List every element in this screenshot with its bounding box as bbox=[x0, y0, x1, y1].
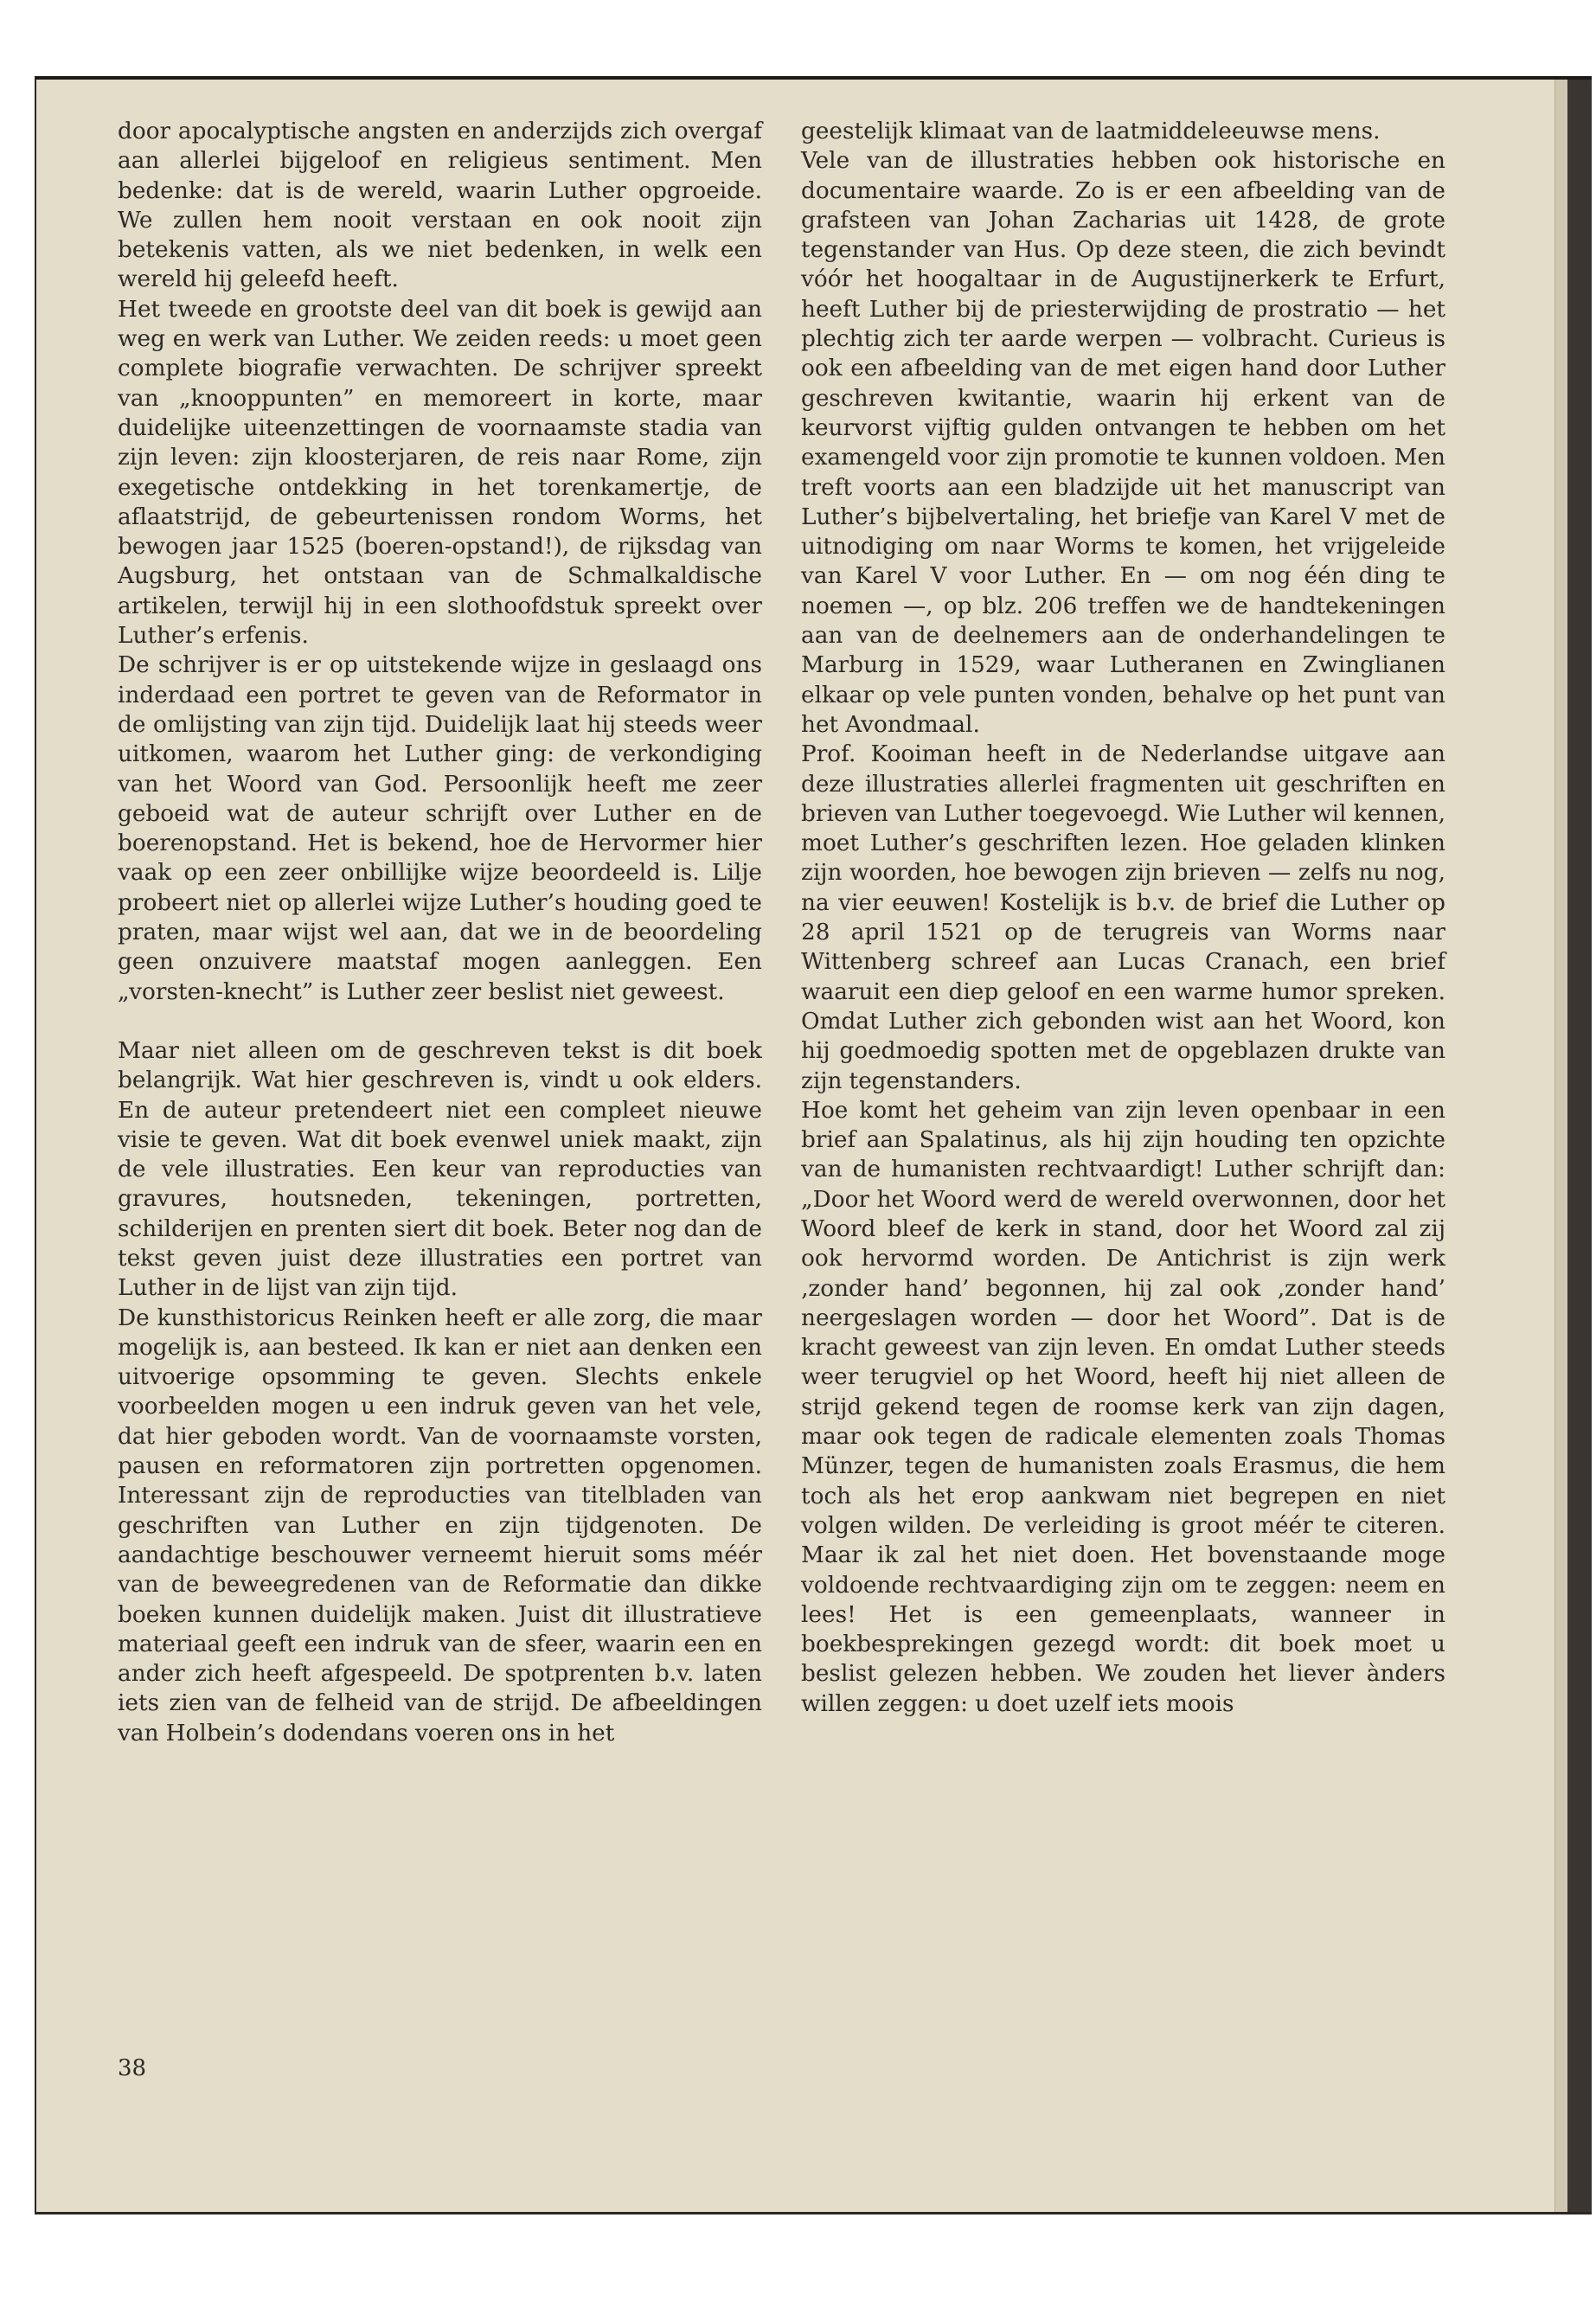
paragraph: Het tweede en grootste deel van dit boek is gewijd aan weg en werk van Luther. We zeiden reeds: u moet geen complete biografie verwachten. De schrijver spreekt van „knooppunten” en memoreert in korte, maar duidelijke uiteenzettingen de voornaamste stadia van zijn leven: zijn kloosterjaren, de reis naar Rome, zijn exegetische ontdekking in het torenkamertje, de aflaatstrijd, de gebeurtenissen rondom Worms, het bewogen jaar 1525 (boeren-opstand!), de rijksdag van Augsburg, het ontstaan van de Schmalkaldische artikelen, terwijl hij in een slothoofdstuk spreekt over Luther’s erfenis. bbox=[118, 296, 762, 650]
page-number: 38 bbox=[118, 2055, 147, 2081]
left-column bbox=[118, 117, 762, 1748]
paragraph: Vele van de illustraties hebben ook historische en documentaire waarde. Zo is er een afbeelding van de grafsteen van Johan Zacharias uit 1428, de grote tegenstander van Hus. Op deze steen, die zich bevindt vóór het hoogaltaar in de Augustijnerkerk te Erfurt, heeft Luther bij de priesterwijding de prostratio — het plechtig zich ter aarde werpen — volbracht. Curieus is ook een afbeelding van de met eigen hand door Luther geschreven kwitantie, waarin hij erkent van de keurvorst vijftig gulden ontvangen te hebben om het examengeld voor zijn promotie te kunnen voldoen. Men treft voorts aan een bladzijde uit het manuscript van Luther’s bijbelvertaling, het briefje van Karel V met de uitnodiging om naar Worms te komen, het vrijgeleide van Karel V voor Luther. En — om nog één ding te noemen —, op blz. 206 treffen we de handtekeningen aan van de deelnemers aan de onderhandelingen te Marburg in 1529, waar Lutheranen en Zwinglianen elkaar op vele punten vonden, behalve op het punt van het Avondmaal. bbox=[801, 148, 1445, 738]
paragraph-gap bbox=[118, 1007, 762, 1036]
paragraph: geestelijk klimaat van de laatmiddeleeuwse mens. bbox=[801, 119, 1381, 144]
paragraph: Hoe komt het geheim van zijn leven openbaar in een brief aan Spalatinus, als hij zijn houding ten opzichte van de humanisten rechtvaardigt! Luther schrijft dan: „Door het Woord werd de wereld overwonnen, door het Woord bleef de kerk in stand, door het Woord zal zij ook hervormd worden. De Antichrist is zijn werk ‚zonder hand’ begonnen, hij zal ook ‚zonder hand’ neergeslagen worden — door het Woord”. Dat is de kracht geweest van zijn leven. En omdat Luther steeds weer terugviel op het Woord, heeft hij niet alleen de strijd gekend tegen de roomse kerk van zijn dagen, maar ook tegen de radicale elementen zoals Thomas Münzer, tegen de humanisten zoals Erasmus, die hem toch als het erop aankwam niet begrepen en niet volgen wilden. De verleiding is groot méér te citeren. Maar ik zal het niet doen. Het bovenstaande moge voldoende rechtvaardiging zijn om te zeggen: neem en lees! Het is een gemeenplaats, wanneer in boekbesprekingen gezegd wordt: dit boek moet u beslist gelezen hebben. We zouden het liever ànders willen zeggen: u doet uzelf iets moois bbox=[801, 1097, 1445, 1717]
book-spine bbox=[1567, 80, 1592, 2212]
paragraph: De schrijver is er op uitstekende wijze in geslaagd ons inderdaad een portret te geven van de Reformator in de omlijsting van zijn tijd. Duidelijk laat hij steeds weer uitkomen, waarom het Luther ging: de verkondiging van het Woord van God. Persoonlijk heeft me zeer geboeid wat de auteur schrijft over Luther en de boerenopstand. Het is bekend, hoe de Hervormer hier vaak op een zeer onbillijke wijze beoordeeld is. Lilje probeert niet op allerlei wijze Luther’s houding goed te praten, maar wijst wel aan, dat we in de beoordeling geen onzuivere maatstaf mogen aanleggen. Een „vorsten-knecht” is Luther zeer beslist niet geweest. bbox=[118, 652, 762, 1005]
paragraph: Maar niet alleen om de geschreven tekst is dit boek belangrijk. Wat hier geschreven is, vindt u ook elders. En de auteur pretendeert niet een compleet nieuwe visie te geven. Wat dit boek evenwel uniek maakt, zijn de vele illustraties. Een keur van reproducties van gravures, houtsneden, tekeningen, portretten, schilderijen en prenten siert dit boek. Beter nog dan de tekst geven juist deze illustraties een portret van Luther in de lijst van zijn tijd. bbox=[118, 1037, 762, 1302]
paragraph: Prof. Kooiman heeft in de Nederlandse uitgave aan deze illustraties allerlei fragmenten uit geschriften en brieven van Luther toegevoegd. Wie Luther wil kennen, moet Luther’s geschriften lezen. Hoe geladen klinken zijn woorden, hoe bewogen zijn brieven — zelfs nu nog, na vier eeuwen! Kostelijk is b.v. de brief die Luther op 28 april 1521 op de terugreis van Worms naar Wittenberg schreef aan Lucas Cranach, een brief waaruit een diep geloof en een warme humor spreken. Omdat Luther zich gebonden wist aan het Woord, kon hij goedmoedig spotten met de opgeblazen drukte van zijn tegenstanders. bbox=[801, 741, 1445, 1094]
paragraph: De kunsthistoricus Reinken heeft er alle zorg, die maar mogelijk is, aan besteed. Ik kan er niet aan denken een uitvoerige opsomming te geven. Slechts enkele voorbeelden mogen u een indruk geven van het vele, dat hier geboden wordt. Van de voornaamste vorsten, pausen en reformatoren zijn portretten opgenomen. Interessant zijn de reproducties van titelbladen van geschriften van Luther en zijn tijdgenoten. De aandachtige beschouwer verneemt hieruit soms méér van de beweegredenen van de Reformatie dan dikke boeken kunnen duidelijk maken. Juist dit illustratieve materiaal geeft een indruk van de sfeer, waarin een en ander zich heeft afgespeeld. De spotprenten b.v. laten iets zien van de felheid van de strijd. De afbeeldingen van Holbein’s dodendans voeren ons in het bbox=[118, 1304, 762, 1747]
right-column bbox=[801, 117, 1445, 1719]
paragraph: door apocalyptische angsten en anderzijds zich overgaf aan allerlei bijgeloof en religieus sentiment. Men bedenke: dat is de wereld, waarin Luther opgroeide. We zullen hem nooit verstaan en ook nooit zijn betekenis vatten, als we niet bedenken, in welk een wereld hij geleefd heeft. bbox=[118, 119, 762, 293]
page-edge bbox=[1554, 80, 1567, 2212]
